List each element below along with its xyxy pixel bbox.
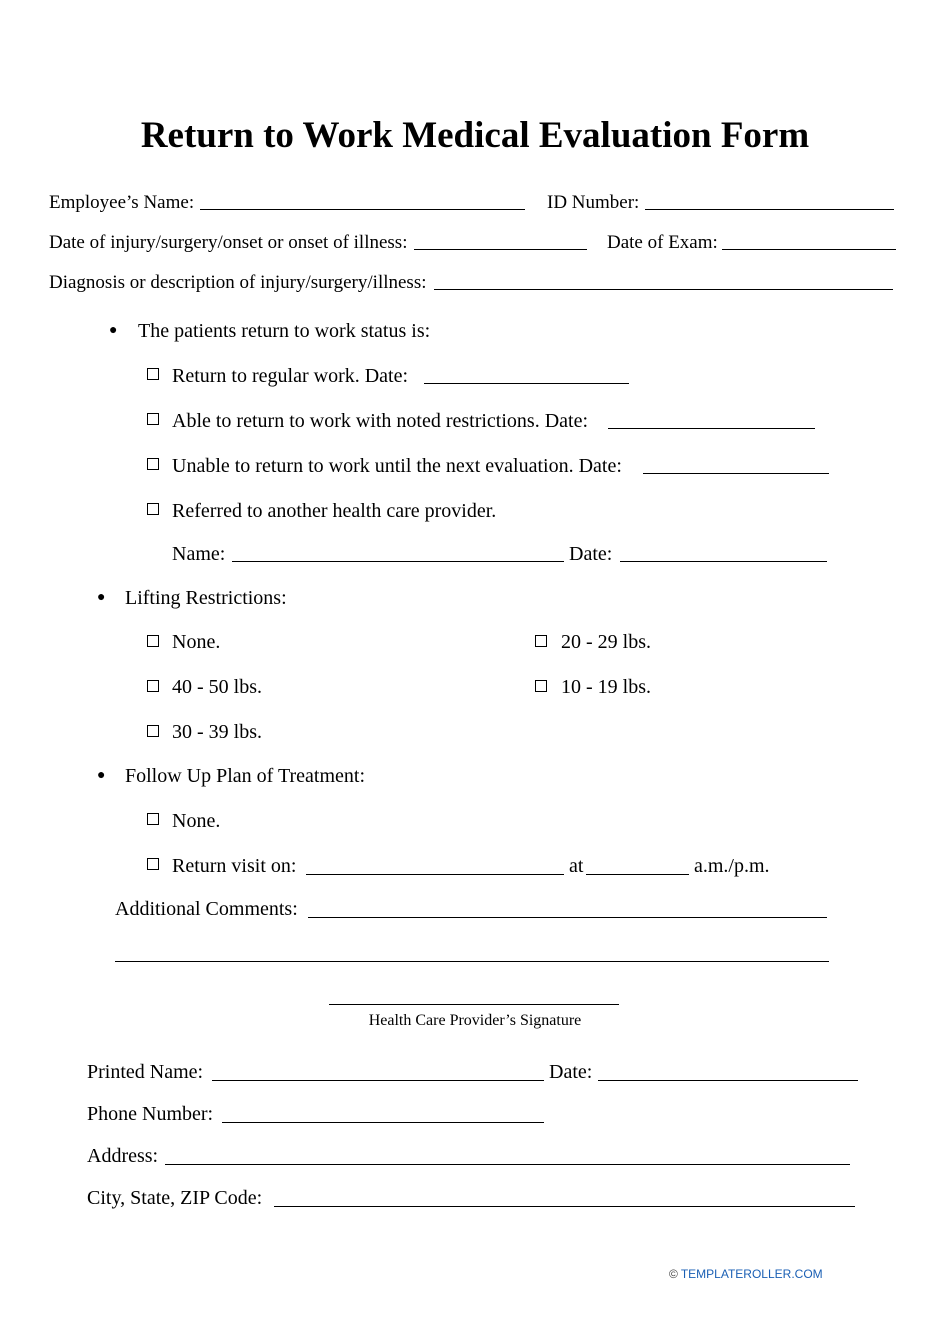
id-number-label: ID Number:: [547, 192, 640, 213]
printed-name-field[interactable]: [212, 1080, 544, 1081]
comments-field[interactable]: [308, 917, 827, 918]
bullet-icon: ●: [97, 768, 106, 783]
bullet-icon: ●: [97, 590, 106, 605]
followup-none-label: None.: [172, 810, 221, 832]
lifting-option-label: 10 - 19 lbs.: [561, 676, 651, 698]
lifting-option-label: 20 - 29 lbs.: [561, 631, 651, 653]
lifting-option-label: None.: [172, 631, 221, 653]
status-option-label: Able to return to work with noted restrictions. Date:: [172, 410, 589, 432]
city-state-zip-field[interactable]: [274, 1206, 855, 1207]
id-number-field[interactable]: [645, 209, 894, 210]
phone-field[interactable]: [222, 1122, 544, 1123]
referral-name-label: Name:: [172, 543, 226, 565]
status-referred-checkbox[interactable]: [147, 503, 159, 515]
diagnosis-field[interactable]: [434, 289, 893, 290]
status-heading: The patients return to work status is:: [138, 320, 431, 342]
footer-site-link[interactable]: TEMPLATEROLLER.COM: [680, 1267, 823, 1281]
status-option-label: Return to regular work. Date:: [172, 365, 409, 387]
referral-name-field[interactable]: [232, 561, 564, 562]
comments-field-line-2[interactable]: [115, 961, 829, 962]
followup-heading: Follow Up Plan of Treatment:: [125, 765, 366, 787]
lifting-option-label: 40 - 50 lbs.: [172, 676, 262, 698]
lifting-heading: Lifting Restrictions:: [125, 587, 287, 609]
lifting-none-checkbox[interactable]: [147, 635, 159, 647]
date-of-exam-label: Date of Exam:: [607, 232, 718, 253]
regular-work-date-field[interactable]: [424, 383, 629, 384]
copyright-icon: ©: [669, 1267, 678, 1281]
date-of-exam-field[interactable]: [722, 249, 896, 250]
return-visit-time-field[interactable]: [586, 874, 689, 875]
printed-name-label: Printed Name:: [87, 1061, 204, 1083]
phone-label: Phone Number:: [87, 1103, 214, 1125]
return-visit-date-field[interactable]: [306, 874, 564, 875]
footer-credit[interactable]: [669, 1267, 823, 1281]
lifting-30-39-checkbox[interactable]: [147, 725, 159, 737]
status-regular-work-checkbox[interactable]: [147, 368, 159, 380]
status-unable-checkbox[interactable]: [147, 458, 159, 470]
status-option-label: Referred to another health care provider.: [172, 500, 497, 522]
followup-none-checkbox[interactable]: [147, 813, 159, 825]
provider-date-field[interactable]: [598, 1080, 858, 1081]
address-field[interactable]: [165, 1164, 850, 1165]
bullet-icon: ●: [109, 323, 118, 338]
employee-name-label: Employee’s Name:: [49, 192, 195, 213]
date-of-injury-label: Date of injury/surgery/onset or onset of illness:: [49, 232, 408, 253]
page-title: Return to Work Medical Evaluation Form: [140, 115, 810, 156]
lifting-40-50-checkbox[interactable]: [147, 680, 159, 692]
status-restrictions-checkbox[interactable]: [147, 413, 159, 425]
date-of-injury-field[interactable]: [414, 249, 587, 250]
city-state-zip-label: City, State, ZIP Code:: [87, 1187, 263, 1209]
return-visit-label: Return visit on:: [172, 855, 297, 877]
unable-date-field[interactable]: [643, 473, 829, 474]
followup-return-visit-checkbox[interactable]: [147, 858, 159, 870]
employee-name-field[interactable]: [200, 209, 525, 210]
signature-caption: Health Care Provider’s Signature: [368, 1012, 582, 1029]
restrictions-date-field[interactable]: [608, 428, 815, 429]
provider-date-label: Date:: [549, 1061, 593, 1083]
signature-line[interactable]: [329, 1004, 619, 1005]
comments-label: Additional Comments:: [115, 898, 298, 920]
diagnosis-label: Diagnosis or description of injury/surgery/illness:: [49, 272, 427, 293]
at-label: at: [569, 855, 584, 877]
lifting-option-label: 30 - 39 lbs.: [172, 721, 262, 743]
referral-date-field[interactable]: [620, 561, 827, 562]
ampm-label: a.m./p.m.: [694, 855, 770, 877]
status-option-label: Unable to return to work until the next evaluation. Date:: [172, 455, 622, 477]
lifting-20-29-checkbox[interactable]: [535, 635, 547, 647]
address-label: Address:: [87, 1145, 159, 1167]
referral-date-label: Date:: [569, 543, 613, 565]
lifting-10-19-checkbox[interactable]: [535, 680, 547, 692]
